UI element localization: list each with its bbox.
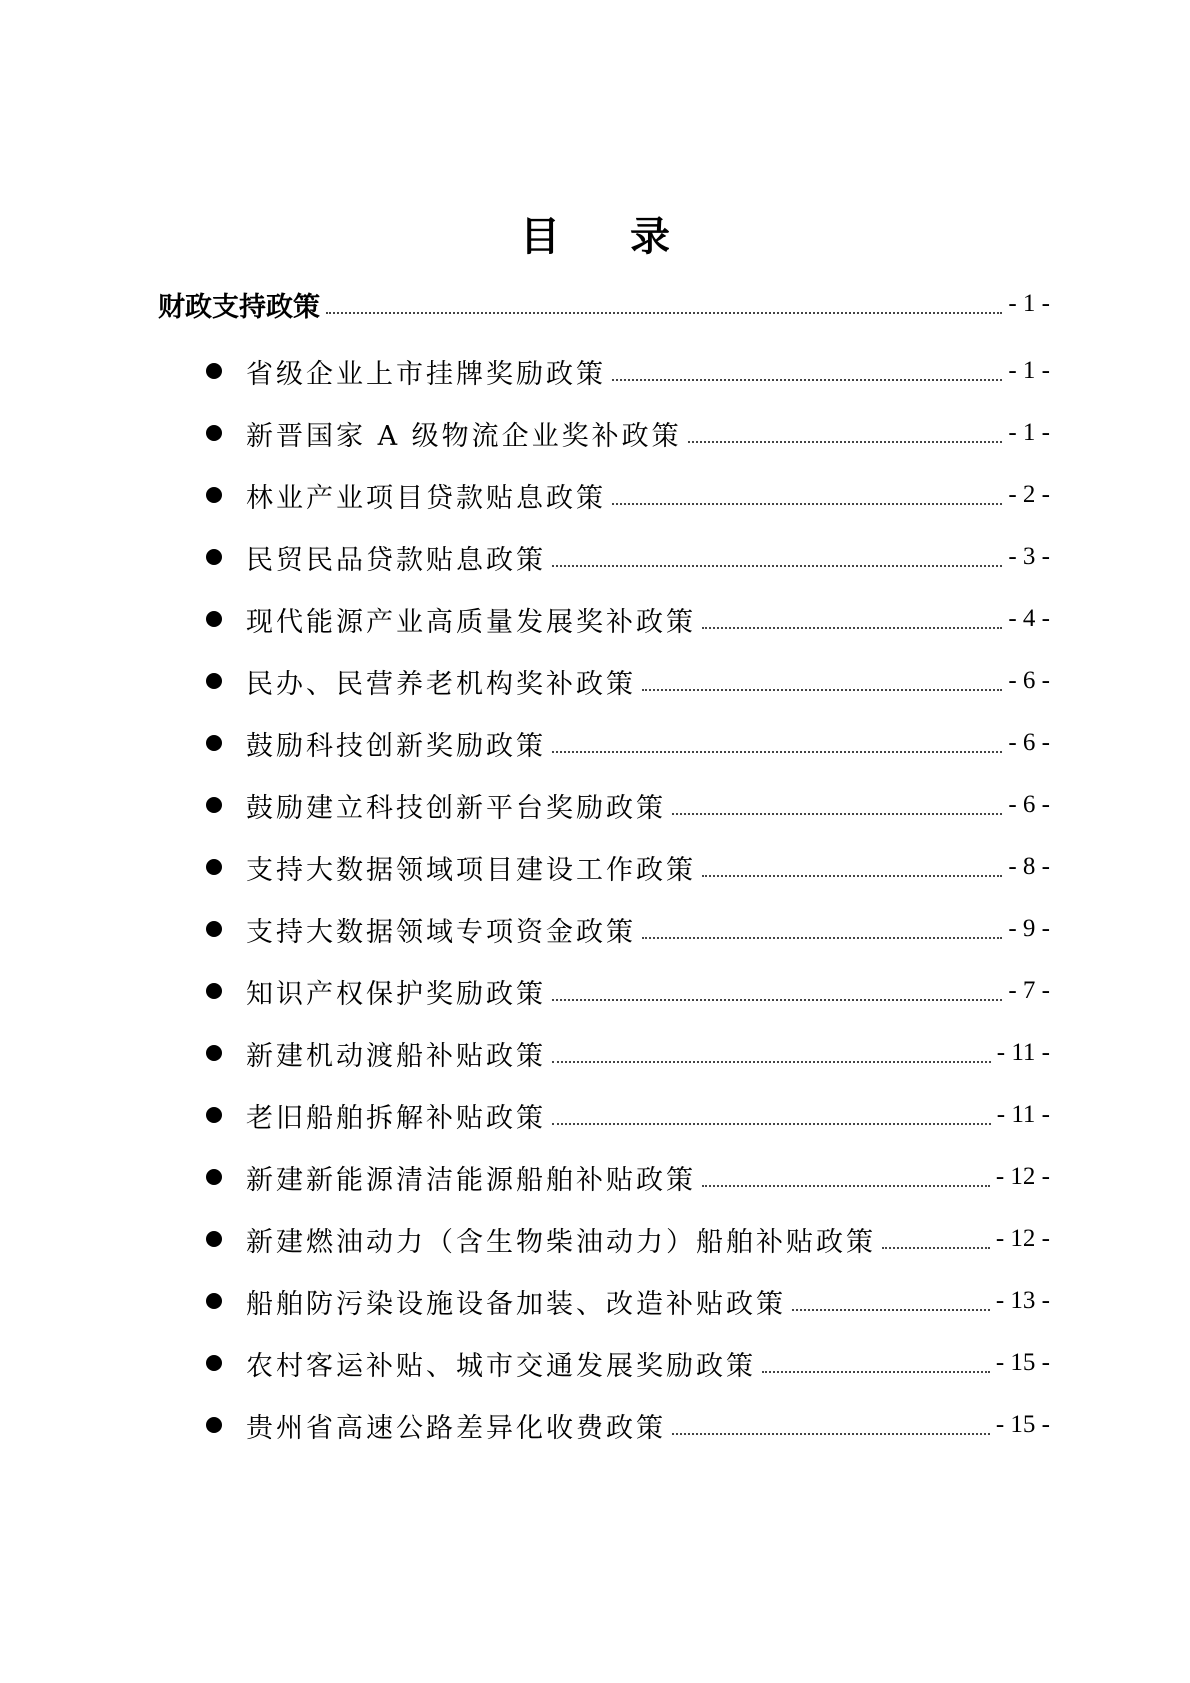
toc-entry[interactable] [158, 898, 1050, 960]
toc-page-number: - 6 - [1008, 729, 1050, 756]
dot-leader [552, 1061, 991, 1063]
toc-entry-label: 知识产权保护奖励政策 [246, 978, 546, 1010]
toc-entry[interactable] [158, 1394, 1050, 1456]
bullet-icon [206, 1417, 222, 1433]
dot-leader [612, 379, 1002, 381]
toc-entry[interactable] [158, 836, 1050, 898]
toc-entry-label: 林业产业项目贷款贴息政策 [246, 482, 606, 514]
toc-page-number: - 1 - [1008, 290, 1050, 317]
bullet-icon [206, 1169, 222, 1185]
bullet-icon [206, 549, 222, 565]
toc-entry[interactable] [158, 1208, 1050, 1270]
toc-page-number: - 6 - [1008, 791, 1050, 818]
dot-leader [702, 1185, 990, 1187]
toc-entry-label: 支持大数据领域专项资金政策 [246, 916, 636, 948]
bullet-icon [206, 611, 222, 627]
toc-page-number: - 2 - [1008, 481, 1050, 508]
dot-leader [612, 503, 1002, 505]
toc-entry[interactable] [158, 712, 1050, 774]
dot-leader [642, 689, 1002, 691]
dot-leader [672, 813, 1002, 815]
toc-page-number: - 7 - [1008, 977, 1050, 1004]
dot-leader [552, 1123, 991, 1125]
dot-leader [672, 1433, 990, 1435]
dot-leader [702, 875, 1002, 877]
bullet-icon [206, 797, 222, 813]
toc-entry-label: 省级企业上市挂牌奖励政策 [246, 358, 606, 390]
toc-entry[interactable] [158, 588, 1050, 650]
toc-entry-label: 现代能源产业高质量发展奖补政策 [246, 606, 696, 638]
toc-entry-label: 新建燃油动力（含生物柴油动力）船舶补贴政策 [246, 1226, 876, 1258]
toc-page-number: - 15 - [995, 1349, 1050, 1376]
toc-entry[interactable] [158, 526, 1050, 588]
toc-entry-label: 民贸民品贷款贴息政策 [246, 544, 546, 576]
dot-leader [552, 999, 1002, 1001]
toc-page-number: - 1 - [1008, 357, 1050, 384]
toc-entry-label: 新建新能源清洁能源船舶补贴政策 [246, 1164, 696, 1196]
toc-page-number: - 4 - [1008, 605, 1050, 632]
toc-title [0, 205, 1190, 262]
toc-entry-label: 贵州省高速公路差异化收费政策 [246, 1412, 666, 1444]
dot-leader [688, 441, 1003, 443]
bullet-icon [206, 1231, 222, 1247]
toc-entry[interactable] [158, 340, 1050, 402]
toc-page-number: - 9 - [1008, 915, 1050, 942]
bullet-icon [206, 921, 222, 937]
bullet-icon [206, 673, 222, 689]
bullet-icon [206, 487, 222, 503]
toc-entry-label: 老旧船舶拆解补贴政策 [246, 1102, 546, 1134]
dot-leader [882, 1247, 990, 1249]
bullet-icon [206, 983, 222, 999]
toc-entry[interactable] [158, 1022, 1050, 1084]
toc-entry-label: 新晋国家 A 级物流企业奖补政策 [246, 420, 682, 452]
toc-section-label: 财政支持政策 [158, 291, 320, 323]
dot-leader [326, 312, 1002, 314]
toc-entry[interactable] [158, 650, 1050, 712]
toc-entry[interactable] [158, 960, 1050, 1022]
toc-entry[interactable] [158, 402, 1050, 464]
toc-entry[interactable] [158, 1084, 1050, 1146]
toc-page-number: - 12 - [995, 1163, 1050, 1190]
toc-entry[interactable] [158, 1146, 1050, 1208]
bullet-icon [206, 735, 222, 751]
toc-page-number: - 8 - [1008, 853, 1050, 880]
toc-entry[interactable] [158, 1332, 1050, 1394]
toc-entry-label: 鼓励科技创新奖励政策 [246, 730, 546, 762]
toc-page-number: - 6 - [1008, 667, 1050, 694]
bullet-icon [206, 425, 222, 441]
dot-leader [552, 751, 1002, 753]
toc-page-number: - 3 - [1008, 543, 1050, 570]
dot-leader [642, 937, 1002, 939]
bullet-icon [206, 859, 222, 875]
toc-page-number: - 11 - [996, 1039, 1050, 1066]
toc-page-number: - 1 - [1008, 419, 1050, 446]
bullet-icon [206, 1107, 222, 1123]
toc-page-number: - 11 - [996, 1101, 1050, 1128]
bullet-icon [206, 363, 222, 379]
dot-leader [552, 565, 1002, 567]
toc-entry-label: 农村客运补贴、城市交通发展奖励政策 [246, 1350, 756, 1382]
toc-entry[interactable] [158, 1270, 1050, 1332]
dot-leader [792, 1309, 990, 1311]
dot-leader [762, 1371, 990, 1373]
toc-section-row[interactable] [158, 280, 1050, 328]
toc-entry-label: 支持大数据领域项目建设工作政策 [246, 854, 696, 886]
bullet-icon [206, 1293, 222, 1309]
toc-page-number: - 12 - [995, 1225, 1050, 1252]
table-of-contents [158, 280, 1050, 1456]
bullet-icon [206, 1355, 222, 1371]
toc-entry-label: 民办、民营养老机构奖补政策 [246, 668, 636, 700]
toc-entry[interactable] [158, 774, 1050, 836]
toc-entry-label: 鼓励建立科技创新平台奖励政策 [246, 792, 666, 824]
bullet-icon [206, 1045, 222, 1061]
dot-leader [702, 627, 1002, 629]
toc-entry-label: 船舶防污染设施设备加装、改造补贴政策 [246, 1288, 786, 1320]
toc-entry-label: 新建机动渡船补贴政策 [246, 1040, 546, 1072]
toc-page-number: - 13 - [995, 1287, 1050, 1314]
toc-page-number: - 15 - [995, 1411, 1050, 1438]
title-char-left: 目 [520, 213, 560, 260]
toc-entry[interactable] [158, 464, 1050, 526]
title-char-right: 录 [630, 213, 670, 260]
